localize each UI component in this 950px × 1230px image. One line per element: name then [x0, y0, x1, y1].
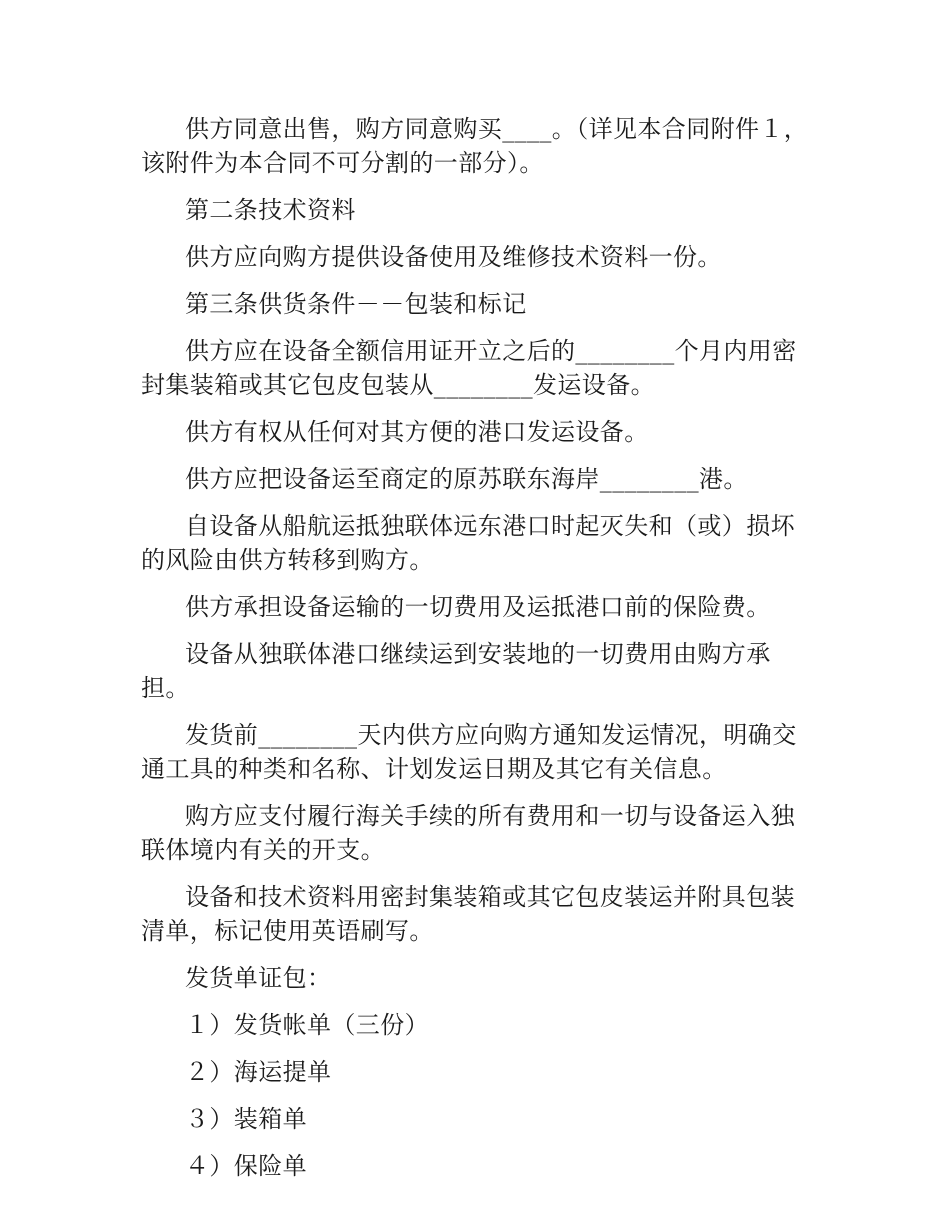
paragraph-risk-transfer: 自设备从船航运抵独联体远东港口时起灭失和（或）损坏的风险由供方转移到购方。: [141, 512, 795, 574]
list-item-invoice: １）发货帐单（三份）: [185, 1011, 429, 1039]
paragraph-shipping-notice: 发货前________天内供方应向购方通知发运情况，明确交通工具的种类和名称、计划发运日期及其它有关信息。: [141, 721, 797, 783]
paragraph-destination-port: 供方应把设备运至商定的原苏联东海岸________港。: [185, 465, 748, 493]
paragraph-packing: 设备和技术资料用密封集装箱或其它包皮装运并附具包装清单，标记使用英语刷写。: [141, 883, 795, 945]
paragraph-sale-agreement: 供方同意出售，购方同意购买____。（详见本合同附件１，该附件为本合同不可分割的一部分）。: [141, 115, 809, 177]
paragraph-shipping-documents: 发货单证包：: [185, 964, 332, 992]
list-item-insurance-policy: ４）保险单: [185, 1152, 307, 1180]
paragraph-port-choice: 供方有权从任何对其方便的港口发运设备。: [185, 418, 649, 446]
heading-article-3: 第三条供货条件－－包装和标记: [185, 290, 527, 318]
document-body: [141, 112, 811, 1196]
paragraph-customs-fees: 购方应支付履行海关手续的所有费用和一切与设备运入独联体境内有关的开支。: [141, 802, 795, 864]
paragraph-onward-costs: 设备从独联体港口继续运到安装地的一切费用由购方承担。: [141, 640, 771, 702]
list-item-packing-list: ３）装箱单: [185, 1105, 307, 1133]
list-item-bill-of-lading: ２）海运提单: [185, 1058, 332, 1086]
paragraph-transport-costs: 供方承担设备运输的一切费用及运抵港口前的保险费。: [185, 593, 771, 621]
paragraph-technical-docs: 供方应向购方提供设备使用及维修技术资料一份。: [185, 243, 722, 271]
heading-article-2: 第二条技术资料: [185, 196, 356, 224]
paragraph-shipping-time: 供方应在设备全额信用证开立之后的________个月内用密封集装箱或其它包皮包装从________发运设备。: [141, 337, 797, 399]
